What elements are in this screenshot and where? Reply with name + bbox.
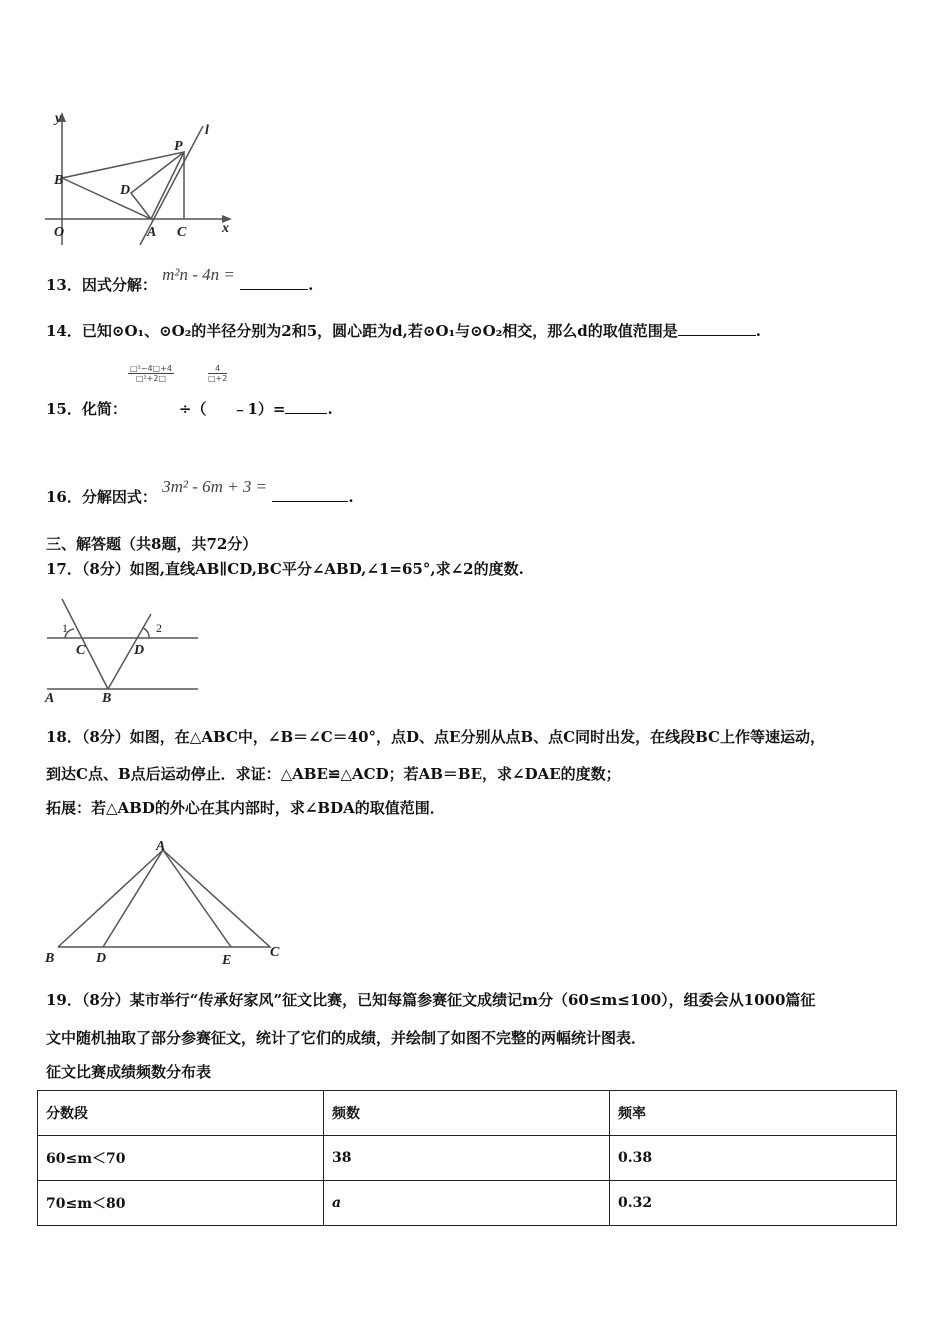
table-cell: 0.38 [610, 1136, 897, 1181]
header-cell: 分数段 [38, 1091, 324, 1136]
table-title: 征文比赛成绩频数分布表 [46, 1063, 212, 1081]
figure-label: A [156, 839, 166, 854]
question-15 [46, 398, 333, 419]
figure-label: B [45, 951, 55, 966]
header-cell: 频率 [610, 1091, 897, 1136]
question-14 [46, 320, 761, 341]
figure-label: l [205, 123, 209, 138]
section-heading: 三、解答题（共8题，共72分） [46, 535, 258, 553]
q16-expression: 3m² - 6m + 3 = [162, 477, 268, 496]
figure-label: B [102, 691, 112, 706]
table-header-row [38, 1091, 897, 1136]
answer-blank[interactable] [240, 289, 308, 290]
table-row [38, 1136, 897, 1181]
figure-label: B [54, 173, 64, 188]
q15-label: 15．化简： [46, 400, 127, 418]
figure-label: E [222, 953, 232, 968]
q14-text: 14．已知⊙O₁、⊙O₂的半径分别为2和5，圆心距为d,若⊙O₁与⊙O₂相交，那么d的取值范围是 [46, 322, 678, 340]
question-18-line-2: 到达C点、B点后运动停止．求证：△ABE≌△ACD；若AB＝BE，求∠DAE的度数； [46, 765, 621, 783]
figure-label: C [177, 225, 187, 240]
figure-label: D [120, 183, 131, 198]
answer-blank[interactable] [285, 413, 327, 414]
figure-label: P [174, 139, 183, 154]
q16-end: . [348, 488, 354, 506]
coordinate-figure [0, 0, 300, 260]
denominator: □+2 [208, 374, 228, 383]
figure-label: A [147, 225, 157, 240]
figure-label: D [134, 643, 145, 658]
table-cell: 0.32 [610, 1181, 897, 1226]
numerator: □²−4□+4 [130, 364, 172, 373]
figure-label: x [222, 221, 229, 236]
question-16 [46, 477, 354, 507]
q15-end: . [327, 400, 333, 418]
question-13 [46, 265, 314, 295]
table-cell: 38 [324, 1136, 610, 1181]
question-19-line-2: 文中随机抽取了部分参赛征文，统计了它们的成绩，并绘制了如图不完整的两幅统计图表． [46, 1029, 647, 1047]
parallel-lines-figure [0, 590, 220, 710]
question-18-extension: 拓展：若△ABD的外心在其内部时，求∠BDA的取值范围． [46, 799, 445, 817]
figure-label: O [54, 225, 65, 240]
q16-label: 16．分解因式： [46, 488, 157, 506]
question-18-line-1: 18．（8分）如图，在△ABC中，∠B＝∠C＝40°，点D、点E分别从点B、点C同时出发，在线段BC上作等速运动， [46, 728, 825, 746]
figure-label: 2 [156, 621, 162, 635]
denominator: □²+2□ [135, 374, 167, 383]
table-cell: 70≤m＜80 [38, 1181, 324, 1226]
answer-blank[interactable] [272, 501, 348, 502]
figure-label: C [76, 643, 86, 658]
header-cell: 频数 [324, 1091, 610, 1136]
q13-end: . [308, 276, 314, 294]
q15-tail: ﹣1）= [232, 400, 286, 418]
answer-blank[interactable] [678, 335, 756, 336]
q15-mid: ÷（ [178, 400, 207, 418]
q15-fraction-2 [208, 364, 227, 383]
table-cell: 60≤m＜70 [38, 1136, 324, 1181]
q15-fraction-1 [128, 364, 174, 383]
frequency-table [37, 1090, 897, 1226]
figure-label: D [96, 951, 107, 966]
question-17: 17．（8分）如图,直线AB∥CD,BC平分∠ABD,∠1=65°,求∠2的度数. [46, 560, 524, 578]
figure-label: 1 [62, 621, 68, 635]
table-row [38, 1181, 897, 1226]
figure-label: y [55, 111, 62, 126]
triangle-figure [0, 830, 300, 970]
numerator: 4 [208, 364, 227, 374]
question-19-line-1: 19．（8分）某市举行“传承好家风”征文比赛，已知每篇参赛征文成绩记m分（60≤m≤100），组委会从1000篇征 [46, 991, 816, 1009]
q13-expression: m²n - 4n = [162, 265, 235, 284]
q13-label: 13．因式分解： [46, 276, 157, 294]
q14-end: . [755, 322, 762, 340]
figure-label: A [45, 691, 55, 706]
figure-label: C [270, 945, 280, 960]
table-cell: a [324, 1181, 610, 1226]
